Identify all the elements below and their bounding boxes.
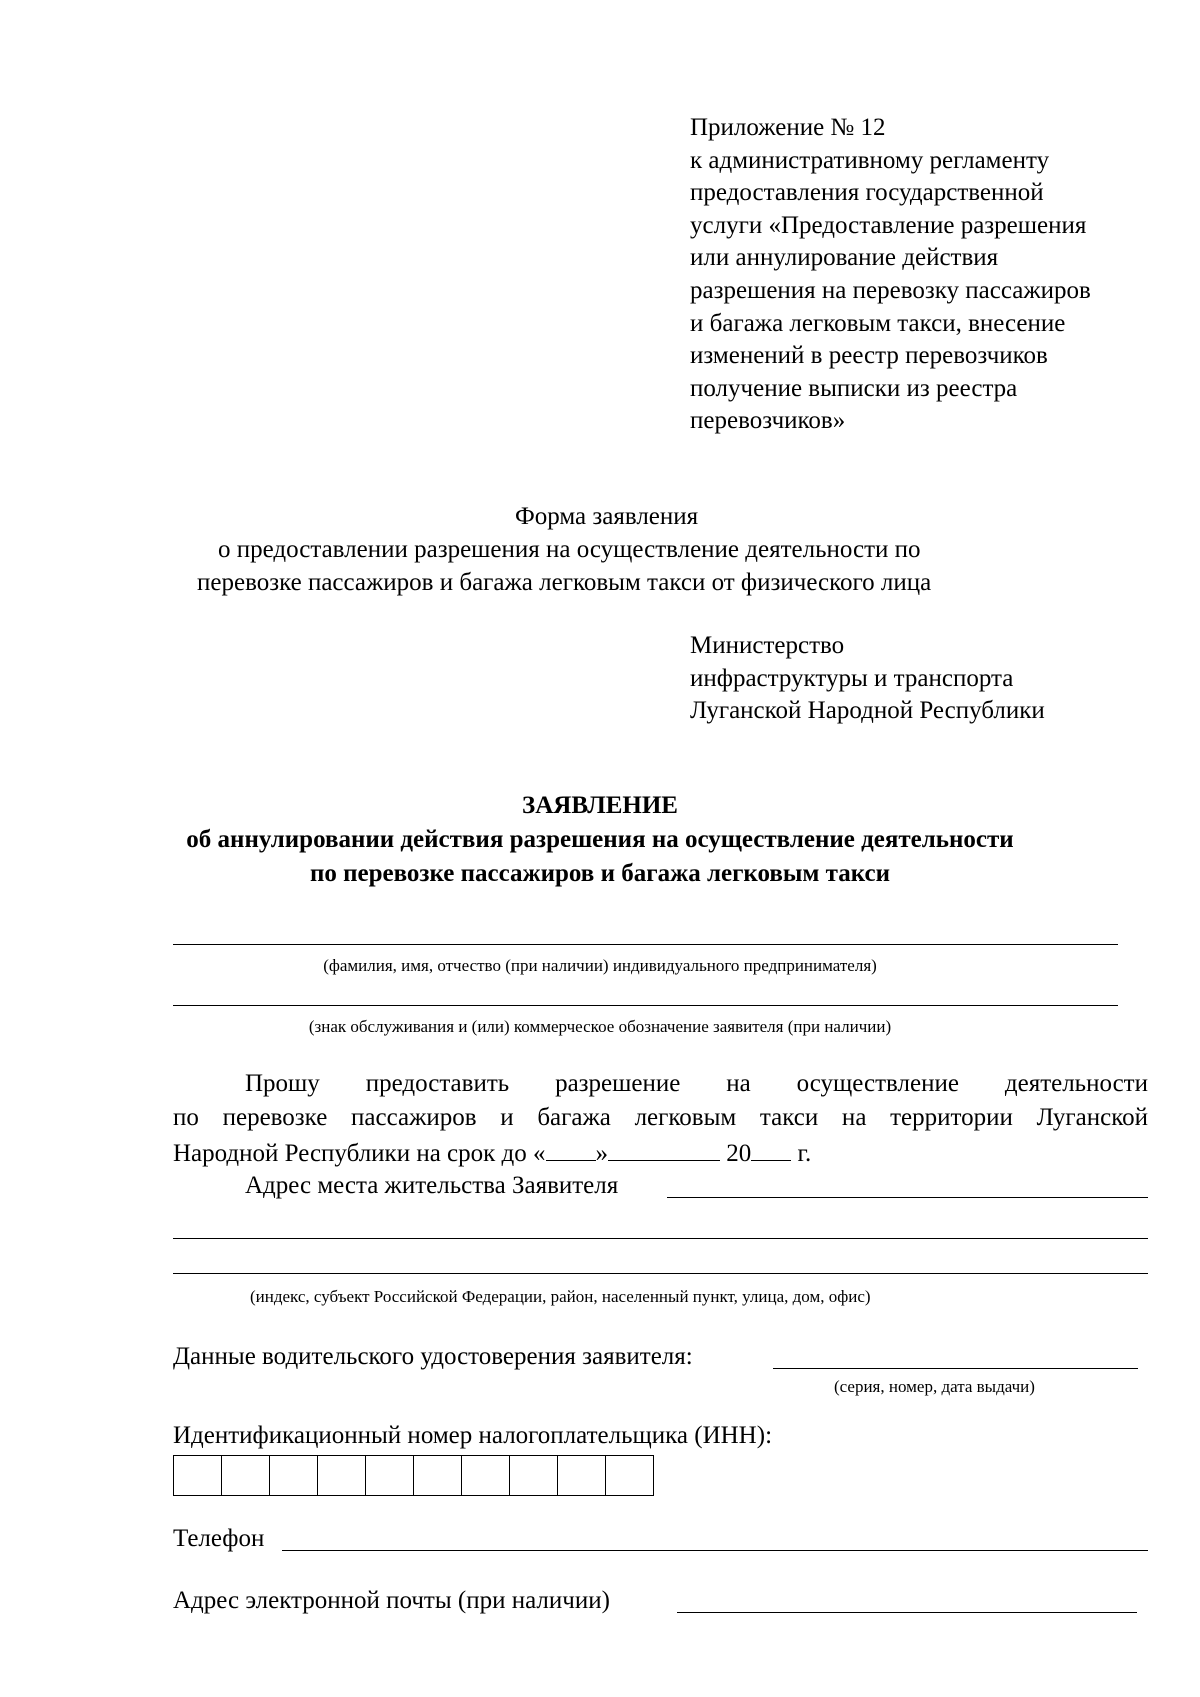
address-caption: (индекс, субъект Российской Федерации, район, населенный пункт, улица, дом, офис) [250,1287,871,1306]
request-day-field[interactable] [546,1138,596,1161]
inn-digit-cell[interactable] [174,1456,222,1495]
request-month-field[interactable] [608,1138,720,1161]
request-year-suffix: г. [791,1140,812,1167]
email-label: Адрес электронной почты (при наличии) [173,1587,610,1614]
appendix-line: или аннулирование действия [690,244,999,272]
appendix-line: Приложение № 12 [690,114,886,141]
fio-caption: (фамилия, имя, отчество (при наличии) индивидуального предпринимателя) [323,956,877,975]
addressee-line: инфраструктуры и транспорта [690,664,1014,692]
request-year-prefix: 20 [720,1140,752,1167]
inn-digit-cell[interactable] [366,1456,414,1495]
address-input-line-3[interactable] [173,1273,1148,1274]
addressee-line: Луганской Народной Республики [690,697,1045,724]
inn-digit-cell[interactable] [222,1456,270,1495]
appendix-line: изменений в реестр перевозчиков [690,342,1048,370]
request-date-prefix: Народной Республики на срок до « [173,1140,546,1167]
request-date-quote: » [595,1140,609,1167]
appendix-line: получение выписки из реестра [690,374,1018,402]
request-line-3 [173,1138,811,1168]
document-subtitle-2: по перевозке пассажиров и багажа легковым такси [309,860,891,887]
inn-digit-cell[interactable] [462,1456,510,1495]
request-year-field[interactable] [751,1138,791,1161]
fio-input-line[interactable] [173,944,1118,945]
request-line-2: по перевозке пассажиров и багажа легковым такси на территории Луганской [173,1104,1148,1131]
inn-label: Идентификационный номер налогоплательщика (ИНН): [173,1422,773,1449]
appendix-line: услуги «Предоставление разрешения [690,211,1087,239]
form-header-line3: перевозке пассажиров и багажа легковым такси от физического лица [197,569,932,596]
appendix-line: и багажа легковым такси, внесение [690,309,1066,337]
inn-grid [173,1455,654,1496]
email-input-line[interactable] [677,1612,1137,1613]
appendix-line: предоставления государственной [690,179,1044,207]
inn-digit-cell[interactable] [414,1456,462,1495]
license-input-line[interactable] [773,1368,1138,1369]
request-line-1 [173,1070,1148,1098]
address-label: Адрес места жительства Заявителя [245,1172,619,1199]
address-input-line-1[interactable] [667,1197,1148,1198]
inn-digit-cell[interactable] [558,1456,606,1495]
document-title: ЗАЯВЛЕНИЕ [522,792,678,819]
form-header-line1: Форма заявления [515,503,699,530]
appendix-line: разрешения на перевозку пассажиров [690,276,1091,304]
license-label: Данные водительского удостоверения заявителя: [173,1343,693,1370]
license-caption: (серия, номер, дата выдачи) [834,1377,1035,1396]
inn-digit-cell[interactable] [510,1456,558,1495]
form-header-line2: о предоставлении разрешения на осуществление деятельности по [218,536,921,563]
inn-digit-cell[interactable] [270,1456,318,1495]
request-line-1-text: Прошу предоставить разрешение на осуществление деятельности [245,1070,1148,1097]
appendix-line: перевозчиков» [690,407,846,435]
document-subtitle-1: об аннулировании действия разрешения на осуществление деятельности [186,826,1014,853]
addressee-line: Министерство [690,632,845,659]
inn-digit-cell[interactable] [318,1456,366,1495]
phone-label: Телефон [173,1525,265,1552]
phone-input-line[interactable] [282,1550,1148,1551]
brand-input-line[interactable] [173,1005,1118,1006]
brand-caption: (знак обслуживания и (или) коммерческое обозначение заявителя (при наличии) [308,1017,892,1036]
addressee-block [690,630,1045,728]
appendix-block [690,112,1091,438]
appendix-line: к административному регламенту [690,146,1050,174]
inn-digit-cell[interactable] [606,1456,654,1495]
address-input-line-2[interactable] [173,1238,1148,1239]
